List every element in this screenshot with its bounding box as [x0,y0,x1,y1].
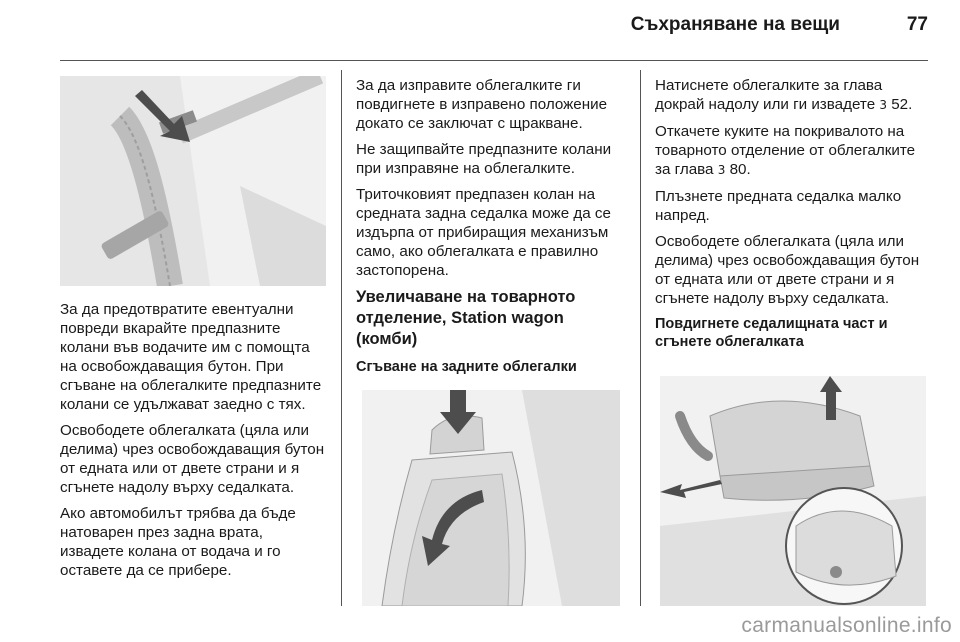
paragraph: За да предотвратите евентуални повреди вкарайте предпазните колани във водачите им с помощта на освобождаващия бутон. При сгъване на облегалките предпазните колани се удължават заедно с тях. [60,301,322,413]
fold-seatback-illustration [362,390,620,606]
seatbelt-guide-illustration [60,76,326,286]
column-right [655,76,929,357]
sub-heading: Повдигнете седалищната част и сгънете облегалката [655,316,888,350]
page-reference-arrow: 3 [879,98,888,112]
sub-heading: Сгъване на задните облегалки [356,359,577,375]
paragraph: Натиснете облегалките за глава докрай надолу или ги извадете 3 52. [655,77,913,113]
section-heading: Увеличаване на товарното отделение, Station wagon (комби) [356,288,576,348]
column-divider [341,70,342,606]
header-rule [60,60,928,61]
column-divider [640,70,641,606]
paragraph: Ако автомобилът трябва да бъде натоварен през задна врата, извадете колана от водача и го оставете да се прибере. [60,505,296,579]
paragraph: Освободете облегалката (цяла или делима) чрез освобождаващия бутон от едната или от двете страни и я сгънете надолу върху седалката. [60,422,325,496]
page-number: 77 [906,14,928,35]
paragraph: Не защипвайте предпазните колани при изправяне на облегалките. [356,141,612,177]
watermark: carmanualsonline.info [741,614,952,637]
raise-cushion-illustration [660,376,926,606]
paragraph: Триточковият предпазен колан на средната задна седалка може да се издърпа от прибиращия механизъм само, ако облегалката е правилно застопорена. [356,186,611,279]
paragraph: Откачете куките на покривалото на товарното отделение от облегалките за глава 3 80. [655,123,916,178]
page-title: Съхраняване на вещи [630,14,840,35]
page-reference-arrow: 3 [717,163,726,177]
paragraph: Освободете облегалката (цяла или делима) чрез освобождаващия бутон от едната или от двете страни и я сгънете надолу върху седалката. [655,233,920,307]
paragraph: За да изправите облегалките ги повдигнете в изправено положение докато се заключат с щракване. [356,77,608,132]
paragraph: Плъзнете предната седалка малко напред. [655,188,902,224]
column-middle [356,76,624,382]
column-left [60,300,326,587]
